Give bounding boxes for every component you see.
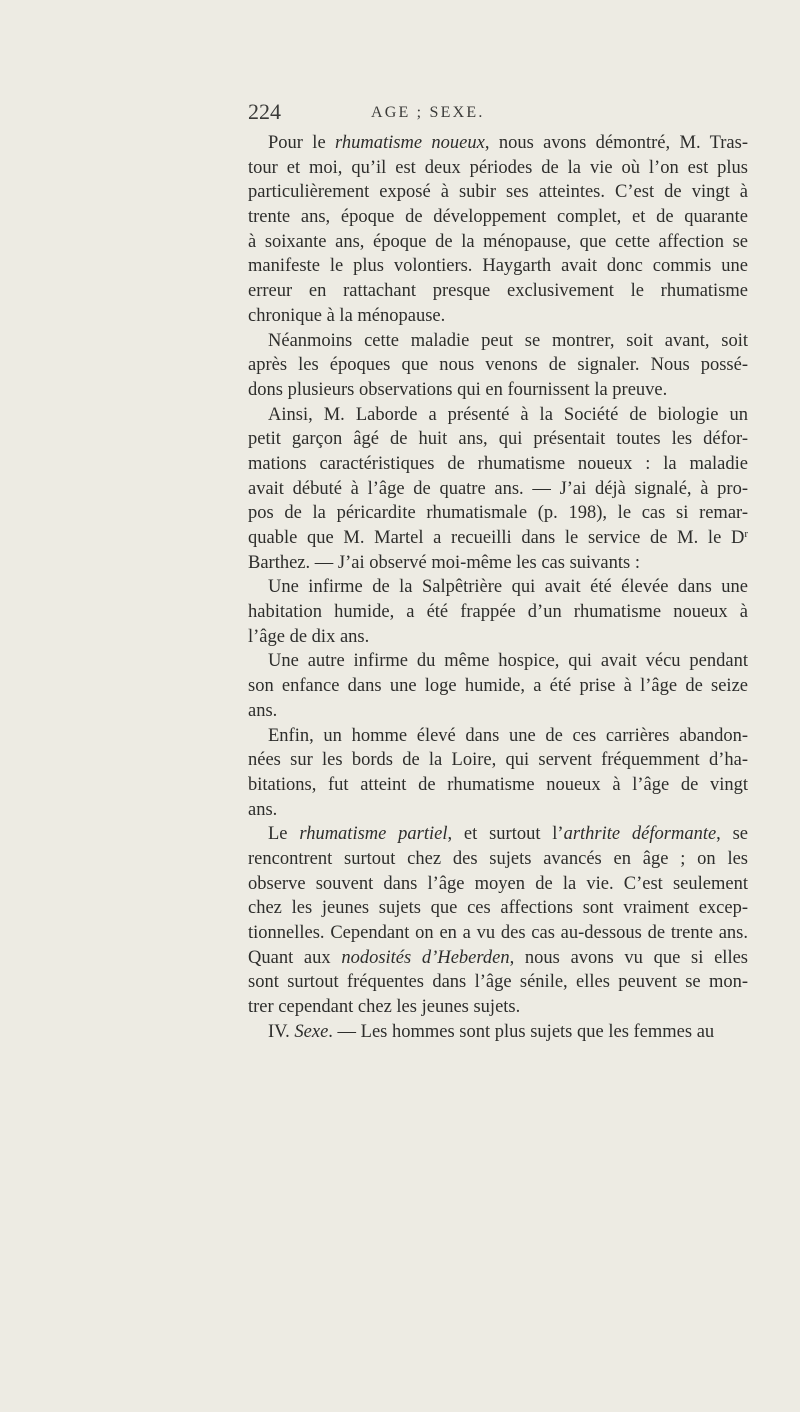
text-line: chronique à la ménopause. bbox=[248, 305, 446, 326]
italic-term: rhumatisme partiel bbox=[299, 824, 448, 845]
running-head: AGE ; SEXE. bbox=[371, 104, 485, 121]
text-line: ans. bbox=[248, 799, 278, 820]
text-line: erreur en rattachant presque exclusivement le rhumatisme bbox=[248, 281, 748, 302]
text-line: rencontrent surtout chez des sujets avancés en âge ; on les bbox=[248, 848, 748, 869]
text-line: trente ans, époque de développement complet, et de quarante bbox=[248, 207, 748, 228]
text-line: l’âge de dix ans. bbox=[248, 626, 370, 647]
text-line: tionnelles. Cependant on en a vu des cas au-dessous de trente ans. bbox=[248, 923, 748, 943]
text-line: particulièrement exposé à subir ses atteintes. C’est de vingt à bbox=[248, 182, 748, 203]
text-line: Enfin, un homme élevé dans une de ces carrières abandon- bbox=[268, 725, 748, 746]
paragraph bbox=[248, 575, 748, 649]
superscript: r bbox=[744, 528, 748, 540]
paragraph bbox=[248, 329, 748, 403]
text-line: avait débuté à l’âge de quatre ans. — J’ai déjà signalé, à pro- bbox=[248, 478, 748, 499]
italic-term: arthrite déformante bbox=[563, 824, 717, 845]
text-line: Une autre infirme du même hospice, qui avait vécu pendant bbox=[268, 651, 748, 672]
text-line: son enfance dans une loge humide, a été prise à l’âge de seize bbox=[248, 676, 748, 697]
text-line: Le rhumatisme partiel, et surtout l’arthrite déformante, se bbox=[268, 824, 748, 845]
text-line: dons plusieurs observations qui en fournissent la preuve. bbox=[248, 379, 668, 400]
text-line: Ainsi, M. Laborde a présenté à la Société de biologie un bbox=[268, 404, 748, 425]
text-line: ans. bbox=[248, 700, 278, 721]
paragraph bbox=[248, 724, 748, 823]
text-line: à soixante ans, époque de la ménopause, que cette affection se bbox=[248, 231, 748, 252]
page-number: 224 bbox=[248, 99, 281, 124]
text-line: après les époques que nous venons de signaler. Nous possé- bbox=[248, 355, 748, 376]
text-line: Quant aux nodosités d’Heberden, nous avons vu que si elles bbox=[248, 947, 748, 968]
text-line: trer cependant chez les jeunes sujets. bbox=[248, 997, 521, 1018]
text-line: sont surtout fréquentes dans l’âge sénile, elles peuvent se mon- bbox=[248, 972, 748, 993]
text-line: pos de la péricardite rhumatismale (p. 198), le cas si remar- bbox=[248, 503, 748, 524]
text-line: bitations, fut atteint de rhumatisme noueux à l’âge de vingt bbox=[248, 774, 748, 795]
text-line: mations caractéristiques de rhumatisme noueux : la maladie bbox=[248, 453, 748, 474]
text-line: chez les jeunes sujets que ces affections sont vraiment excep- bbox=[248, 898, 748, 919]
text-line: manifeste le plus volontiers. Haygarth avait donc commis une bbox=[248, 256, 748, 277]
text-line: Barthez. — J’ai observé moi-même les cas suivants : bbox=[248, 552, 640, 573]
text-line: Une infirme de la Salpêtrière qui avait été élevée dans une bbox=[268, 577, 748, 598]
text-line: habitation humide, a été frappée d’un rhumatisme noueux à bbox=[248, 602, 748, 623]
italic-term: nodosités d’Heberden bbox=[341, 947, 510, 968]
paragraph bbox=[248, 649, 748, 723]
text-line: Pour le rhumatisme noueux, nous avons démontré, M. Tras- bbox=[268, 133, 748, 153]
body-text bbox=[248, 131, 748, 1044]
text-line: IV. Sexe. — Les hommes sont plus sujets que les femmes au bbox=[268, 1021, 715, 1042]
text-line: tour et moi, qu’il est deux périodes de la vie où l’on est plus bbox=[248, 157, 748, 178]
text-line: quable que M. Martel a recueilli dans le service de M. le $D^r$ bbox=[248, 528, 748, 548]
paragraph bbox=[248, 131, 748, 329]
paragraph bbox=[248, 1020, 748, 1045]
paragraph bbox=[248, 403, 748, 576]
text-line: observe souvent dans l’âge moyen de la vie. C’est seulement bbox=[248, 873, 748, 894]
italic-term: Sexe bbox=[294, 1021, 329, 1042]
page-header bbox=[248, 100, 746, 124]
paragraph bbox=[248, 822, 748, 1020]
text-line: nées sur les bords de la Loire, qui servent fréquemment d’ha- bbox=[248, 750, 748, 771]
text-line: Néanmoins cette maladie peut se montrer, soit avant, soit bbox=[268, 330, 748, 351]
italic-term: rhumatisme noueux bbox=[335, 133, 485, 153]
text-line: petit garçon âgé de huit ans, qui présentait toutes les défor- bbox=[248, 429, 748, 450]
